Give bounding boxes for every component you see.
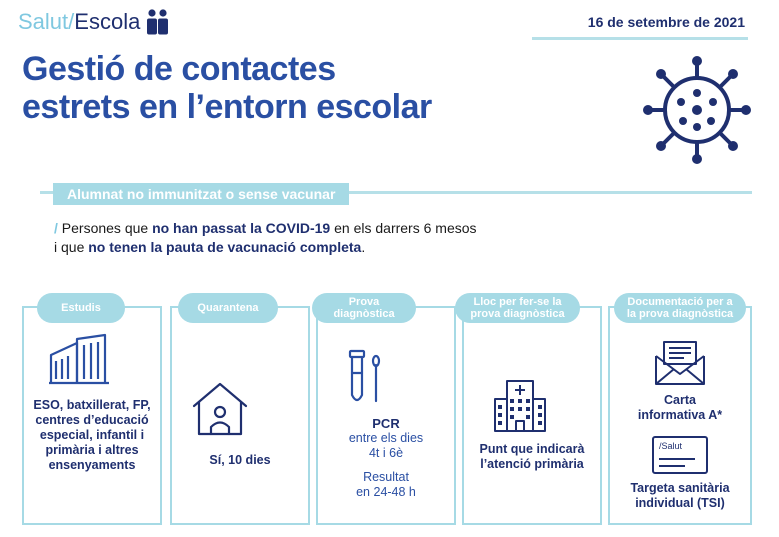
people-icon	[144, 8, 172, 36]
hospital-icon	[493, 377, 547, 433]
description: / Persones que no han passat la COVID-19 en els darrers 6 mesos i que no tenen la pauta de vacunació completa.	[54, 220, 477, 255]
logo	[18, 8, 172, 36]
card-header-estudis: Estudis	[37, 293, 125, 323]
section-label: Alumnat no immunitzat o sense vacunar	[53, 183, 349, 205]
card-header-documentacio: Documentació per a la prova diagnòstica	[614, 293, 746, 323]
test-tube-icon	[344, 349, 388, 407]
date-underline	[532, 37, 748, 40]
title-line-1: Gestió de contactes	[22, 50, 336, 88]
card-text-carta: Carta informativa A*	[637, 393, 723, 422]
card-text-quarantena: Sí, 10 dies	[209, 453, 271, 467]
card-header-prova: Prova diagnòstica	[312, 293, 416, 323]
card-header-quarantena: Quarantena	[178, 293, 278, 323]
logo-salut: Salut	[18, 9, 69, 34]
card-text-tsi: Targeta sanitària individual (TSI)	[630, 481, 730, 510]
health-card-brand: /Salut	[659, 441, 683, 451]
card-header-lloc: Lloc per fer-se la prova diagnòstica	[455, 293, 580, 323]
house-person-icon	[190, 380, 250, 436]
card-text-estudis: ESO, batxillerat, FP, centres d’educació especial, infantil i primària i altres ensenyaments	[33, 398, 151, 472]
logo-escola: Escola	[74, 9, 141, 34]
date: 16 de setembre de 2021	[587, 14, 745, 30]
page-title	[22, 50, 582, 126]
desc-slash: /	[54, 220, 58, 236]
title-line-2: estrets en l’entorn escolar	[22, 88, 432, 126]
card-text-lloc: Punt que indicarà l’atenció primària	[479, 442, 585, 471]
card-text-prova: PCR entre els dies 4t i 6è Resultat en 24-48 h	[348, 416, 424, 499]
health-card-icon	[652, 436, 708, 474]
school-building-icon	[47, 333, 111, 385]
envelope-letter-icon	[654, 340, 706, 386]
logo-slash: /	[68, 9, 75, 34]
virus-icon	[638, 55, 756, 165]
